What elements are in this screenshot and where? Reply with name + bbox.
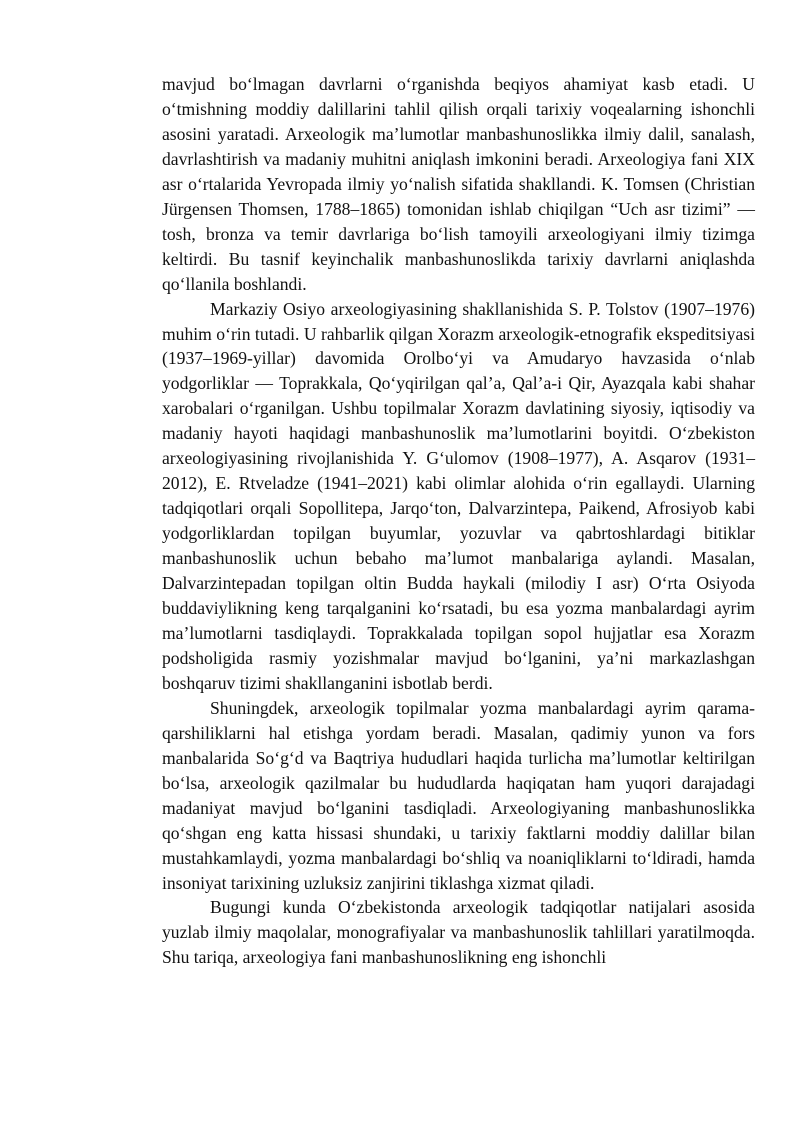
paragraph-contradictions: Shuningdek, arxeologik topilmalar yozma manbalardagi ayrim qarama-qarshiliklarni hal etishga yordam beradi. Masalan, qadimiy yunon va fors manbalarida So‘g‘d va Baqtriya hududlari haqida turlicha ma’lumotlar keltirilgan bo‘lsa, arxeologik qazilmalar bu hududlarda haqiqatan ham yuqori darajadagi madaniyat mavjud bo‘lganini tasdiqladi. Arxeologiyaning manbashunoslikka qo‘shgan eng katta hissasi shundaki, u tarixiy faktlarni moddiy dalillar bilan mustahkamlaydi, yozma manbalardagi bo‘shliq va noaniqliklarni to‘ldiradi, hamda insoniyat tarixining uzluksiz zanjirini tiklashga xizmat qiladi. [162,697,755,893]
paragraph-continuation: mavjud bo‘lmagan davrlarni o‘rganishda beqiyos ahamiyat kasb etadi. U o‘tmishning moddiy dalillarini tahlil qilish orqali tarixiy voqealarning ishonchli asosini yaratadi. Arxeologik ma’lumotlar manbashunoslikka ilmiy dalil, sanalash, davrlashtirish va madaniy muhitni aniqlash imkonini beradi. Arxeologiya fani XIX asr o‘rtalarida Yevropada ilmiy yo‘nalish sifatida shakllandi. K. Tomsen (Christian Jürgensen Thomsen, 1788–1865) tomonidan ishlab chiqilgan “Uch asr tizimi” — tosh, bronza va temir davrlariga bo‘lish tamoyili arxeologiyani ilmiy tizimga keltirdi. Bu tasnif keyinchalik manbashunoslikda tarixiy davrlarni aniqlashda qo‘llanila boshlandi. [162,74,755,294]
paragraph-today: Bugungi kunda O‘zbekistonda arxeologik tadqiqotlar natijalari asosida yuzlab ilmiy maqolalar, monografiyalar va manbashunoslik tahlillari yaratilmoqda. Shu tariqa, arxeologiya fani manbashunoslikning eng ishonchli [162,897,755,968]
paragraph-tolstov: Markaziy Osiyo arxeologiyasining shakllanishida S. P. Tolstov (1907–1976) muhim o‘rin tutadi. U rahbarlik qilgan Xorazm arxeologik-etnografik ekspeditsiyasi (1937–1969-yillar) davomida Orolbo‘yi va Amudaryo havzasida o‘nlab yodgorliklar — Toprakkala, Qo‘yqirilgan qal’a, Qal’a-i Qir, Ayazqala kabi shahar xarobalari o‘rganilgan. Ushbu topilmalar Xorazm davlatining siyosiy, iqtisodiy va madaniy hayoti haqidagi manbashunoslik ma’lumotlarini boyitdi. O‘zbekiston arxeologiyasining rivojlanishida Y. G‘ulomov (1908–1977), A. Asqarov (1931–2012), E. Rtveladze (1941–2021) kabi olimlar alohida o‘rin egallaydi. Ularning tadqiqotlari orqali Sopollitepa, Jarqo‘ton, Dalvarzintepa, Paikend, Afrosiyob kabi yodgorliklardan topilgan buyumlar, yozuvlar va qabrtoshlardagi bitiklar manbashunoslik uchun bebaho ma’lumot manbalariga aylandi. Masalan, Dalvarzintepadan topilgan oltin Budda haykali (milodiy I asr) O‘rta Osiyoda buddaviylikning keng tarqalganini ko‘rsatadi, bu esa yozma manbalardagi ayrim ma’lumotlarni tasdiqlaydi. Toprakkalada topilgan sopol hujjatlar esa Xorazm podsholigida rasmiy yozishmalar mavjud bo‘lganini, ya’ni markazlashgan boshqaruv tizimi shakllanganini isbotlab berdi. [162,298,755,693]
body-text [162,72,755,970]
